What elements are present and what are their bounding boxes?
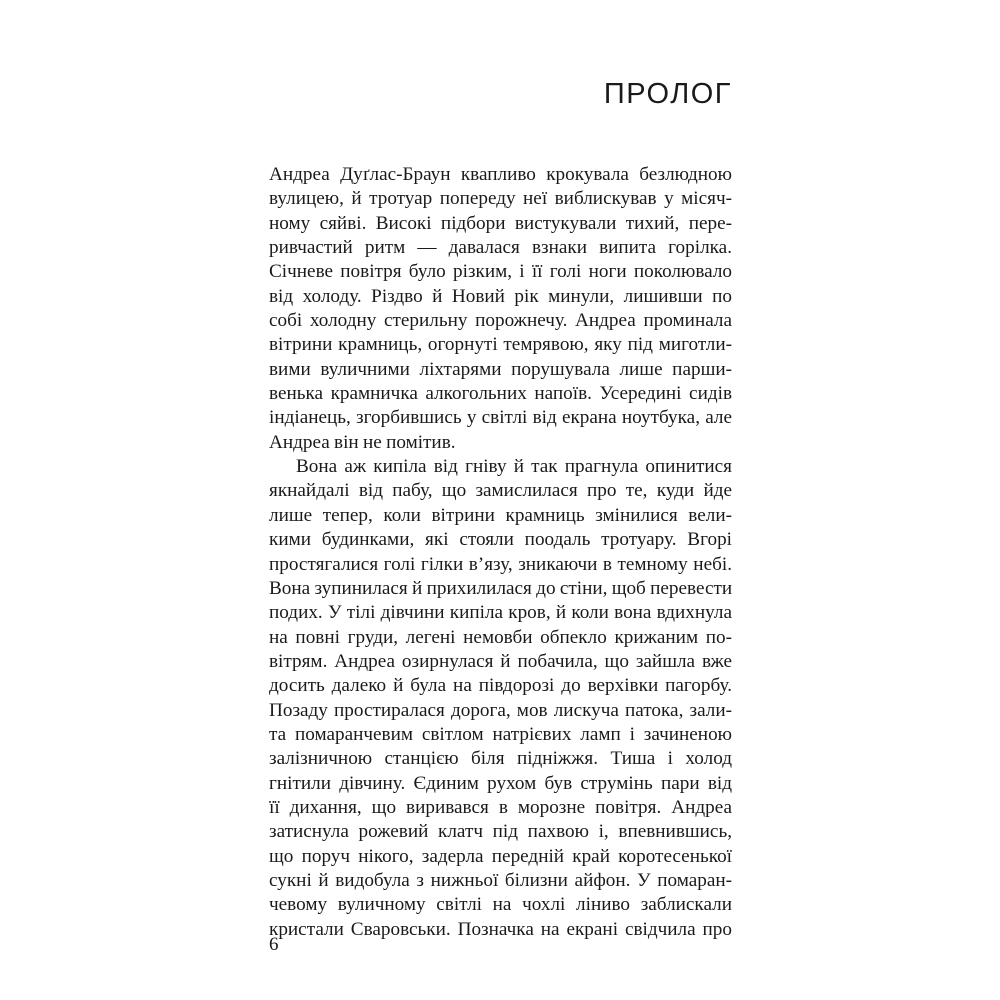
text-line: від холоду. Різдво й Новий рік минули, лишивши по [269,285,732,307]
text-line: лише тепер, коли вітрини крамниць змінилися вели- [269,504,732,526]
text-line: та помаранчевим світлом натрієвих ламп і зачиненою [269,723,732,745]
chapter-title: ПРОЛОГ [603,78,732,110]
text-line: її дихання, що виривався в морозне повітря. Андреа [269,796,732,818]
text-line: вітрини крамниць, огорнуті темрявою, яку під миготли- [269,334,732,356]
paragraph-1 [269,163,732,455]
text-line: Андреа він не помітив. [269,431,456,453]
text-line: вітрям. Андреа озирнулася й побачила, що зайшла вже [269,650,732,672]
page-number: 6 [269,934,279,955]
body-text [269,163,732,942]
text-line: ному сяйві. Високі підбори вистукували тихий, пере- [269,212,732,234]
text-line: залізничною станцією біля підніжжя. Тиша і холод [269,748,732,770]
text-line: подих. У тілі дівчини кипіла кров, й коли вона вдихнула [269,602,732,624]
text-line: Вона аж кипіла від гніву й так прагнула опинитися [296,456,732,478]
text-line: досить далеко й була на півдорозі до верхівки пагорбу. [269,675,732,697]
text-line: затиснула рожевий клатч під пахвою і, впевнившись, [269,821,732,843]
text-line: на повні груди, легені немовби обпекло крижаним по- [269,626,732,648]
text-line: Січневе повітря було різким, і її голі ноги поколювало [269,261,732,283]
text-line: вими вуличними ліхтарями порушувала лише парши- [269,358,732,380]
text-line: собі холодну стерильну порожнечу. Андреа проминала [269,310,732,332]
text-line: ривчастий ритм — давалася взнаки випита горілка. [269,237,732,259]
text-line: чевому вуличному світлі на чохлі ліниво заблискали [269,894,732,916]
text-line: сукні й видобула з нижньої білизни айфон. У помаран- [269,869,732,891]
text-line: індіанець, згорбившись у світлі від екрана ноутбука, але [269,407,732,429]
text-line: вулицею, й тротуар попереду неї виблискував у місяч- [269,188,732,210]
text-line: Вона зупинилася й прихилилася до стіни, щоб перевести [269,577,733,599]
paragraph-2 [269,455,732,942]
text-line: Андреа Дуґлас-Браун квапливо крокувала безлюдною [269,164,732,185]
text-line: кристали Сваровськи. Позначка на екрані свідчила про [269,918,732,940]
text-line: кими будинками, які стояли поодаль тротуару. Вгорі [269,529,732,551]
text-line: венька крамничка алкогольних напоїв. Усередині сидів [269,383,732,405]
text-line: якнайдалі від пабу, що замислилася про те, куди йде [269,480,732,502]
text-line: що поруч нікого, задерла передній край коротесенької [269,845,732,867]
text-line: Позаду простиралася дорога, мов лискуча патока, зали- [269,699,732,721]
text-line: простягалися голі гілки в’язу, зникаючи в темному небі. [269,553,732,575]
text-line: гнітили дівчину. Єдиним рухом був струмінь пари від [269,772,732,794]
